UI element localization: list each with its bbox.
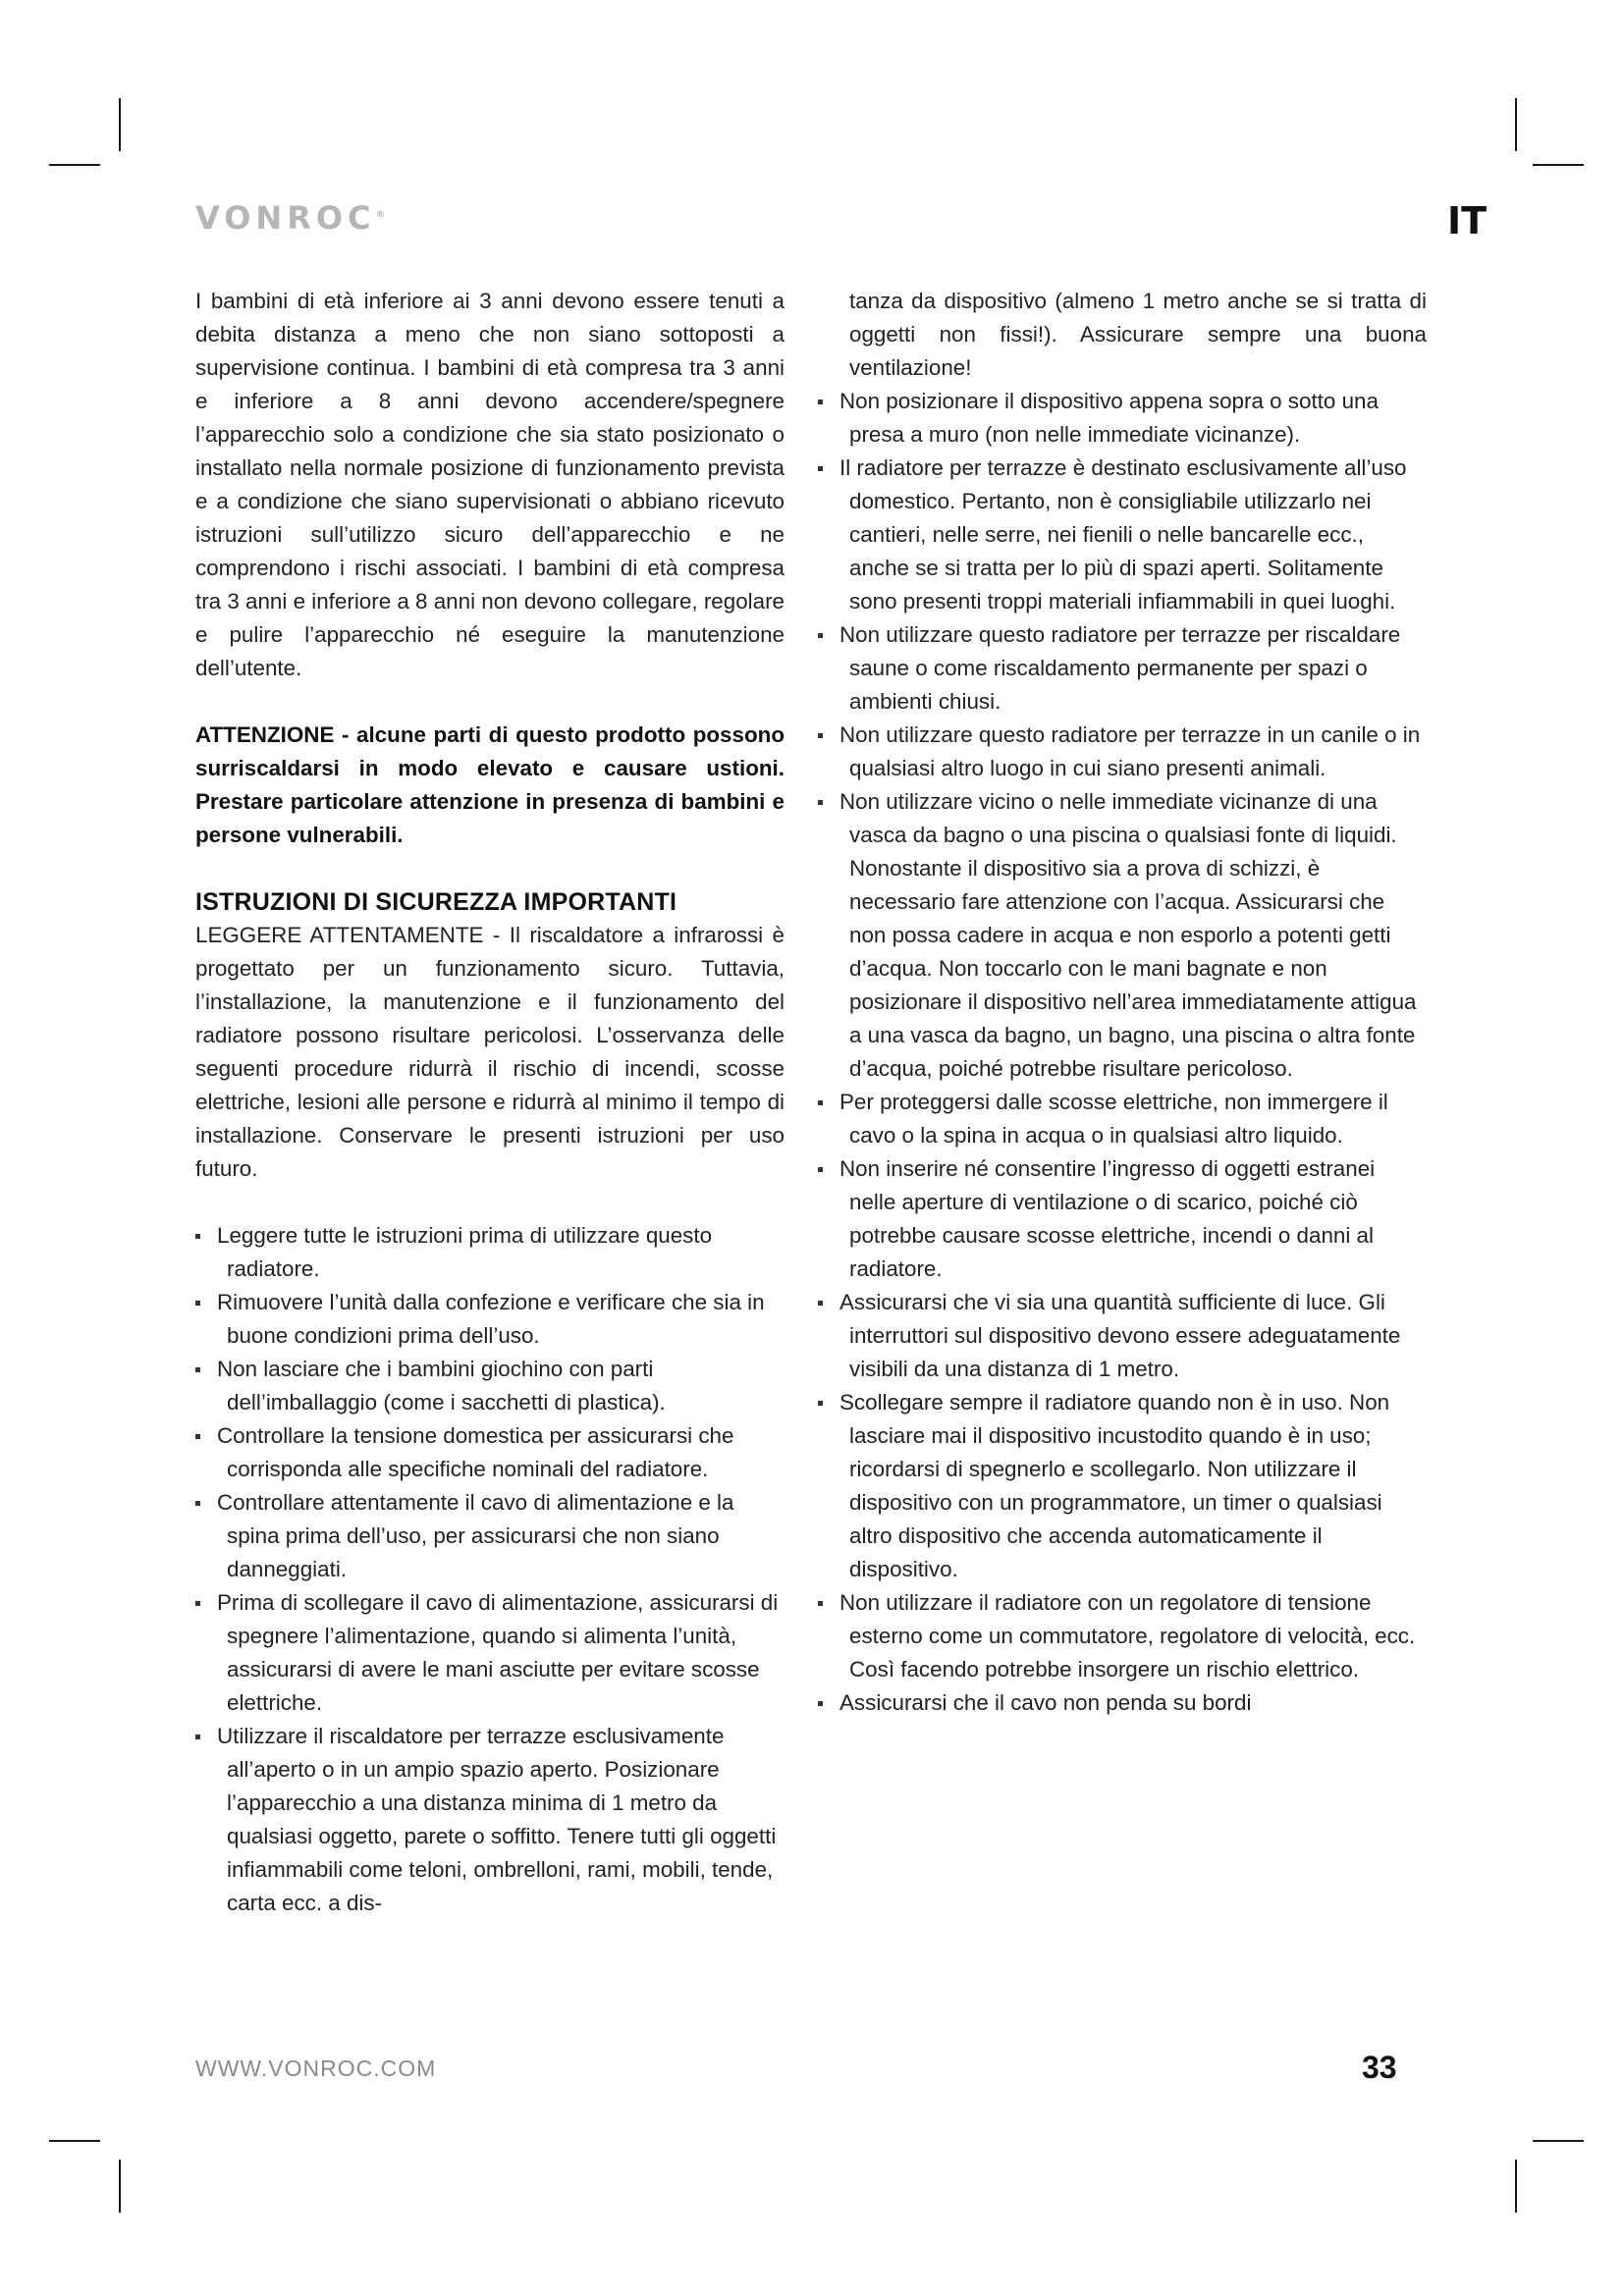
language-code: IT	[1447, 199, 1488, 242]
list-item: Scollegare sempre il radiatore quando non è in uso. Non lasciare mai il dispositivo incustodito quando è in uso; ricordarsi di spegnerlo e scollegarlo. Non utilizzare il dispositivo con un programmatore, un timer o qualsiasi altro dispositivo che accenda automaticamente il dispositivo.	[818, 1386, 1427, 1586]
list-item: Prima di scollegare il cavo di alimentazione, assicurarsi di spegnere l’alimentazione, quando si alimenta l’unità, assicurarsi di avere le mani asciutte per evitare scosse elettriche.	[195, 1586, 785, 1720]
crop-mark-top-left-v	[119, 98, 121, 151]
list-item: Assicurarsi che vi sia una quantità sufficiente di luce. Gli interruttori sul dispositivo devono essere adeguatamente visibili da una distanza di 1 metro.	[818, 1286, 1427, 1386]
crop-mark-bottom-right-v	[1515, 2160, 1517, 2213]
list-item-continuation: tanza da dispositivo (almeno 1 metro anche se si tratta di oggetti non fissi!). Assicurare sempre una buona ventilazione!	[849, 289, 1427, 380]
crop-mark-bottom-left-v	[119, 2160, 121, 2213]
list-item: Non utilizzare vicino o nelle immediate vicinanze di una vasca da bagno o una piscina o qualsiasi fonte di liquidi. Nonostante il dispositivo sia a prova di schizzi, è necessario fare attenzione con l’acqua. Assicurarsi che non possa cadere in acqua e non esporlo a potenti getti d’acqua. Non toccarlo con le mani bagnate e non posizionare il dispositivo nell’area immediatamente attigua a una vasca da bagno, un bagno, una piscina o altra fonte d’acqua, poiché potrebbe risultare pericoloso.	[818, 785, 1427, 1086]
registered-mark: ®	[375, 209, 386, 221]
list-item: Controllare attentamente il cavo di alimentazione e la spina prima dell’uso, per assicurarsi che non siano danneggiati.	[195, 1486, 785, 1586]
brand-logo: VONROC®	[195, 199, 386, 237]
crop-mark-bottom-left-h	[49, 2140, 100, 2142]
page-number: 33	[1362, 2050, 1397, 2085]
right-column	[818, 285, 1427, 1720]
crop-mark-top-right-v	[1515, 98, 1517, 151]
crop-mark-top-right-h	[1533, 164, 1584, 166]
list-item: Assicurarsi che il cavo non penda su bordi	[818, 1686, 1427, 1720]
list-item: Utilizzare il riscaldatore per terrazze esclusivamente all’aperto o in un ampio spazio aperto. Posizionare l’apparecchio a una distanza minima di 1 metro da qualsiasi oggetto, parete o soffitto. Tenere tutti gli oggetti infiammabili come teloni, ombrelloni, rami, mobili, tende, carta ecc. a dis-	[195, 1720, 785, 1920]
list-item: Leggere tutte le istruzioni prima di utilizzare questo radiatore.	[195, 1219, 785, 1286]
list-item: Non utilizzare questo radiatore per terrazze per riscaldare saune o come riscaldamento permanente per spazi o ambienti chiusi.	[818, 618, 1427, 719]
list-item: Il radiatore per terrazze è destinato esclusivamente all’uso domestico. Pertanto, non è consigliabile utilizzarlo nei cantieri, nelle serre, nei fienili o nelle bancarelle ecc., anche se si tratta per lo più di spazi aperti. Solitamente sono presenti troppi materiali infiammabili in quei luoghi.	[818, 452, 1427, 618]
safety-list-left	[195, 1219, 785, 1920]
children-notice: I bambini di età inferiore ai 3 anni devono essere tenuti a debita distanza a meno che non siano sottoposti a supervisione continua. I bambini di età compresa tra 3 anni e inferiore a 8 anni devono accendere/spegnere l’apparecchio solo a condizione che sia stato posizionato o installato nella normale posizione di funzionamento prevista e a condizione che siano supervisionati o abbiano ricevuto istruzioni sull’utilizzo sicuro dell’apparecchio e ne comprendono i rischi associati. I bambini di età compresa tra 3 anni e inferiore a 8 anni non devono collegare, regolare e pulire l’apparecchio né eseguire la manutenzione dell’utente.	[195, 289, 785, 680]
website-url[interactable]: WWW.VONROC.COM	[195, 2056, 437, 2081]
section-lead: LEGGERE ATTENTAMENTE - Il riscaldatore a infrarossi è progettato per un funzionamento sicuro. Tuttavia, l’installazione, la manutenzione e il funzionamento del radiatore possono risultare pericolosi. L’osservanza delle seguenti procedure ridurrà il rischio di incendi, scosse elettriche, lesioni alle persone e ridurrà al minimo il tempo di installazione. Conservare le presenti istruzioni per uso futuro.	[195, 923, 785, 1181]
list-item: Non inserire né consentire l’ingresso di oggetti estranei nelle aperture di ventilazione o di scarico, poiché ciò potrebbe causare scosse elettriche, incendi o danni al radiatore.	[818, 1152, 1427, 1286]
list-item: Controllare la tensione domestica per assicurarsi che corrisponda alle specifiche nominali del radiatore.	[195, 1419, 785, 1486]
section-heading: ISTRUZIONI DI SICUREZZA IMPORTANTI	[195, 888, 677, 916]
list-item: Non utilizzare il radiatore con un regolatore di tensione esterno come un commutatore, regolatore di velocità, ecc. Così facendo potrebbe insorgere un rischio elettrico.	[818, 1586, 1427, 1686]
list-item: Non posizionare il dispositivo appena sopra o sotto una presa a muro (non nelle immediate vicinanze).	[818, 385, 1427, 452]
crop-mark-bottom-right-h	[1533, 2140, 1584, 2142]
list-item: Per proteggersi dalle scosse elettriche, non immergere il cavo o la spina in acqua o in qualsiasi altro liquido.	[818, 1086, 1427, 1152]
safety-list-right	[818, 385, 1427, 1720]
warning-paragraph: ATTENZIONE - alcune parti di questo prodotto possono surriscaldarsi in modo elevato e causare ustioni. Prestare particolare attenzione in presenza di bambini e persone vulnerabili.	[195, 722, 785, 847]
left-column	[195, 285, 785, 1920]
list-item: Rimuovere l’unità dalla confezione e verificare che sia in buone condizioni prima dell’uso.	[195, 1286, 785, 1353]
crop-mark-top-left-h	[49, 164, 100, 166]
list-item: Non lasciare che i bambini giochino con parti dell’imballaggio (come i sacchetti di plastica).	[195, 1353, 785, 1419]
list-item: Non utilizzare questo radiatore per terrazze in un canile o in qualsiasi altro luogo in cui siano presenti animali.	[818, 719, 1427, 785]
